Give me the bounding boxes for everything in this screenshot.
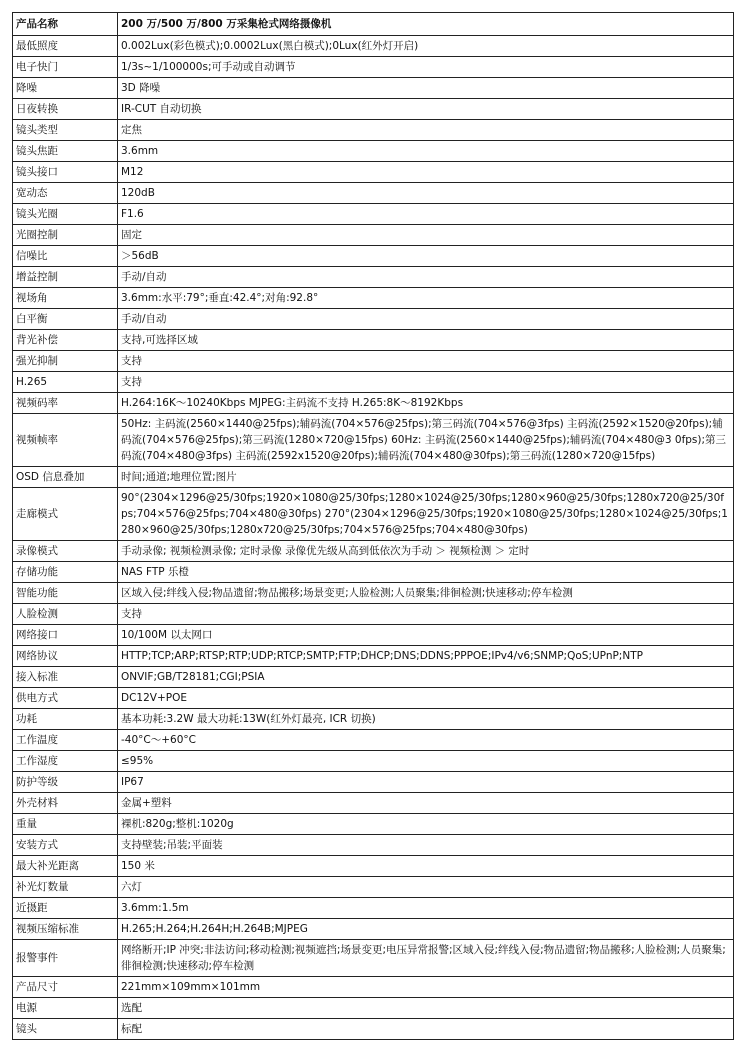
spec-row xyxy=(13,162,734,183)
spec-value: 120dB xyxy=(118,183,734,204)
spec-value: DC12V+POE xyxy=(118,688,734,709)
spec-label: 白平衡 xyxy=(13,309,118,330)
spec-row xyxy=(13,814,734,835)
spec-row xyxy=(13,856,734,877)
spec-label: 工作湿度 xyxy=(13,751,118,772)
spec-label: 镜头焦距 xyxy=(13,141,118,162)
spec-value: 金属+塑料 xyxy=(118,793,734,814)
spec-row xyxy=(13,57,734,78)
spec-value: 固定 xyxy=(118,225,734,246)
spec-label: 安装方式 xyxy=(13,835,118,856)
spec-label: 电子快门 xyxy=(13,57,118,78)
spec-label: 最大补光距离 xyxy=(13,856,118,877)
spec-row xyxy=(13,835,734,856)
spec-value: H.265;H.264;H.264H;H.264B;MJPEG xyxy=(118,919,734,940)
spec-value: 3D 降噪 xyxy=(118,78,734,99)
spec-label: 外壳材料 xyxy=(13,793,118,814)
spec-label: 镜头类型 xyxy=(13,120,118,141)
spec-row xyxy=(13,467,734,488)
spec-value: 支持 xyxy=(118,604,734,625)
spec-label: 接入标准 xyxy=(13,667,118,688)
spec-row xyxy=(13,583,734,604)
spec-value: M12 xyxy=(118,162,734,183)
spec-row xyxy=(13,751,734,772)
spec-value: -40°C～+60°C xyxy=(118,730,734,751)
spec-row xyxy=(13,793,734,814)
spec-value: 支持 xyxy=(118,372,734,393)
spec-value: 1/3s~1/100000s;可手动或自动调节 xyxy=(118,57,734,78)
spec-row xyxy=(13,36,734,57)
spec-row xyxy=(13,99,734,120)
spec-value: H.264:16K～10240Kbps MJPEG:主码流不支持 H.265:8K～8192Kbps xyxy=(118,393,734,414)
spec-row xyxy=(13,940,734,977)
spec-row xyxy=(13,541,734,562)
spec-value: NAS FTP 乐橙 xyxy=(118,562,734,583)
spec-value: IR-CUT 自动切换 xyxy=(118,99,734,120)
spec-value: 手动/自动 xyxy=(118,309,734,330)
spec-label: 补光灯数量 xyxy=(13,877,118,898)
spec-label: 信噪比 xyxy=(13,246,118,267)
spec-row xyxy=(13,351,734,372)
spec-value: 六灯 xyxy=(118,877,734,898)
spec-value: 0.002Lux(彩色模式);0.0002Lux(黑白模式);0Lux(红外灯开启) xyxy=(118,36,734,57)
spec-row xyxy=(13,898,734,919)
spec-value: 手动录像; 视频检测录像; 定时录像 录像优先级从高到低依次为手动 ＞ 视频检测 ＞ 定时 xyxy=(118,541,734,562)
spec-value: 221mm×109mm×101mm xyxy=(118,977,734,998)
spec-row xyxy=(13,625,734,646)
spec-label: 镜头 xyxy=(13,1019,118,1040)
spec-value: 支持壁装;吊装;平面装 xyxy=(118,835,734,856)
spec-label: 智能功能 xyxy=(13,583,118,604)
spec-label: H.265 xyxy=(13,372,118,393)
spec-value: 支持 xyxy=(118,351,734,372)
spec-row xyxy=(13,709,734,730)
spec-value: 时间;通道;地理位置;图片 xyxy=(118,467,734,488)
spec-value: 50Hz: 主码流(2560×1440@25fps);辅码流(704×576@25fps);第三码流(704×576@3fps) 主码流(2592×1520@20fps);辅码流(704×576@25fps);第三码流(1280×720@15fps) 60Hz: 主码流(2560×1440@25fps);辅码流(704×480@3 0fps);第三码流(704×480@3fps) 主码流(2592x1520@20fps);辅码流(704×480@30fps);第三码流(1280×720@15fps) xyxy=(118,414,734,467)
spec-row xyxy=(13,393,734,414)
spec-row xyxy=(13,204,734,225)
spec-row xyxy=(13,1019,734,1040)
spec-value: 150 米 xyxy=(118,856,734,877)
spec-label: 镜头光圈 xyxy=(13,204,118,225)
spec-value: 90°(2304×1296@25/30fps;1920×1080@25/30fps;1280×1024@25/30fps;1280×960@25/30fps;1280x720@25/30fps;704×576@25fps;704×480@30fps) 270°(2304×1296@25/30fps;1920×1080@25/30fps;1280×1024@25/30fps;1 280×960@25/30fps;1280x720@25/30fps;704×576@25fps;704×480@30fps) xyxy=(118,488,734,541)
spec-label: 近摄距 xyxy=(13,898,118,919)
spec-value: F1.6 xyxy=(118,204,734,225)
spec-row xyxy=(13,267,734,288)
spec-label: 降噪 xyxy=(13,78,118,99)
spec-row xyxy=(13,288,734,309)
spec-row xyxy=(13,330,734,351)
spec-label: 存储功能 xyxy=(13,562,118,583)
header-value: 200 万/500 万/800 万采集枪式网络摄像机 xyxy=(118,13,734,36)
spec-label: OSD 信息叠加 xyxy=(13,467,118,488)
spec-value: ONVIF;GB/T28181;CGI;PSIA xyxy=(118,667,734,688)
spec-label: 增益控制 xyxy=(13,267,118,288)
spec-value: 定焦 xyxy=(118,120,734,141)
spec-table xyxy=(12,12,734,1040)
spec-label: 功耗 xyxy=(13,709,118,730)
spec-row xyxy=(13,562,734,583)
spec-value: 3.6mm:水平:79°;垂直:42.4°;对角:92.8° xyxy=(118,288,734,309)
spec-label: 走廊模式 xyxy=(13,488,118,541)
spec-value: 手动/自动 xyxy=(118,267,734,288)
spec-label: 视频压缩标准 xyxy=(13,919,118,940)
spec-value: 区域入侵;绊线入侵;物品遗留;物品搬移;场景变更;人脸检测;人员聚集;徘徊检测;快速移动;停车检测 xyxy=(118,583,734,604)
spec-label: 镜头接口 xyxy=(13,162,118,183)
spec-value: 裸机:820g;整机:1020g xyxy=(118,814,734,835)
spec-value: ＞56dB xyxy=(118,246,734,267)
spec-row xyxy=(13,246,734,267)
spec-row xyxy=(13,120,734,141)
spec-label: 宽动态 xyxy=(13,183,118,204)
header-row xyxy=(13,13,734,36)
spec-row xyxy=(13,667,734,688)
spec-label: 工作温度 xyxy=(13,730,118,751)
spec-value: 3.6mm:1.5m xyxy=(118,898,734,919)
spec-row xyxy=(13,646,734,667)
spec-label: 网络协议 xyxy=(13,646,118,667)
spec-value: 支持,可选择区域 xyxy=(118,330,734,351)
spec-label: 强光抑制 xyxy=(13,351,118,372)
spec-value: 选配 xyxy=(118,998,734,1019)
spec-row xyxy=(13,78,734,99)
spec-row xyxy=(13,688,734,709)
spec-value: 标配 xyxy=(118,1019,734,1040)
spec-row xyxy=(13,604,734,625)
spec-label: 录像模式 xyxy=(13,541,118,562)
spec-label: 背光补偿 xyxy=(13,330,118,351)
spec-value: 3.6mm xyxy=(118,141,734,162)
spec-value: 10/100M 以太网口 xyxy=(118,625,734,646)
spec-label: 防护等级 xyxy=(13,772,118,793)
spec-row xyxy=(13,183,734,204)
spec-label: 产品尺寸 xyxy=(13,977,118,998)
spec-row xyxy=(13,141,734,162)
spec-row xyxy=(13,225,734,246)
spec-row xyxy=(13,488,734,541)
spec-label: 日夜转换 xyxy=(13,99,118,120)
spec-value: 基本功耗:3.2W 最大功耗:13W(红外灯最亮, ICR 切换) xyxy=(118,709,734,730)
spec-row xyxy=(13,772,734,793)
spec-row xyxy=(13,919,734,940)
spec-value: 网络断开;IP 冲突;非法访问;移动检测;视频遮挡;场景变更;电压异常报警;区域入侵;绊线入侵;物品遗留;物品搬移;人脸检测;人员聚集;徘徊检测;快速移动;停车检测 xyxy=(118,940,734,977)
spec-row xyxy=(13,309,734,330)
spec-label: 视场角 xyxy=(13,288,118,309)
spec-value: HTTP;TCP;ARP;RTSP;RTP;UDP;RTCP;SMTP;FTP;DHCP;DNS;DDNS;PPPOE;IPv4/v6;SNMP;QoS;UPnP;NTP xyxy=(118,646,734,667)
spec-sheet xyxy=(12,12,734,1040)
header-label: 产品名称 xyxy=(13,13,118,36)
spec-label: 视频帧率 xyxy=(13,414,118,467)
spec-label: 网络接口 xyxy=(13,625,118,646)
spec-row xyxy=(13,730,734,751)
spec-label: 重量 xyxy=(13,814,118,835)
spec-row xyxy=(13,977,734,998)
spec-row xyxy=(13,414,734,467)
spec-row xyxy=(13,877,734,898)
spec-label: 电源 xyxy=(13,998,118,1019)
spec-label: 视频码率 xyxy=(13,393,118,414)
spec-label: 供电方式 xyxy=(13,688,118,709)
spec-value: IP67 xyxy=(118,772,734,793)
spec-row xyxy=(13,372,734,393)
spec-value: ≤95% xyxy=(118,751,734,772)
spec-row xyxy=(13,998,734,1019)
spec-label: 报警事件 xyxy=(13,940,118,977)
spec-label: 人脸检测 xyxy=(13,604,118,625)
spec-label: 最低照度 xyxy=(13,36,118,57)
spec-label: 光圈控制 xyxy=(13,225,118,246)
